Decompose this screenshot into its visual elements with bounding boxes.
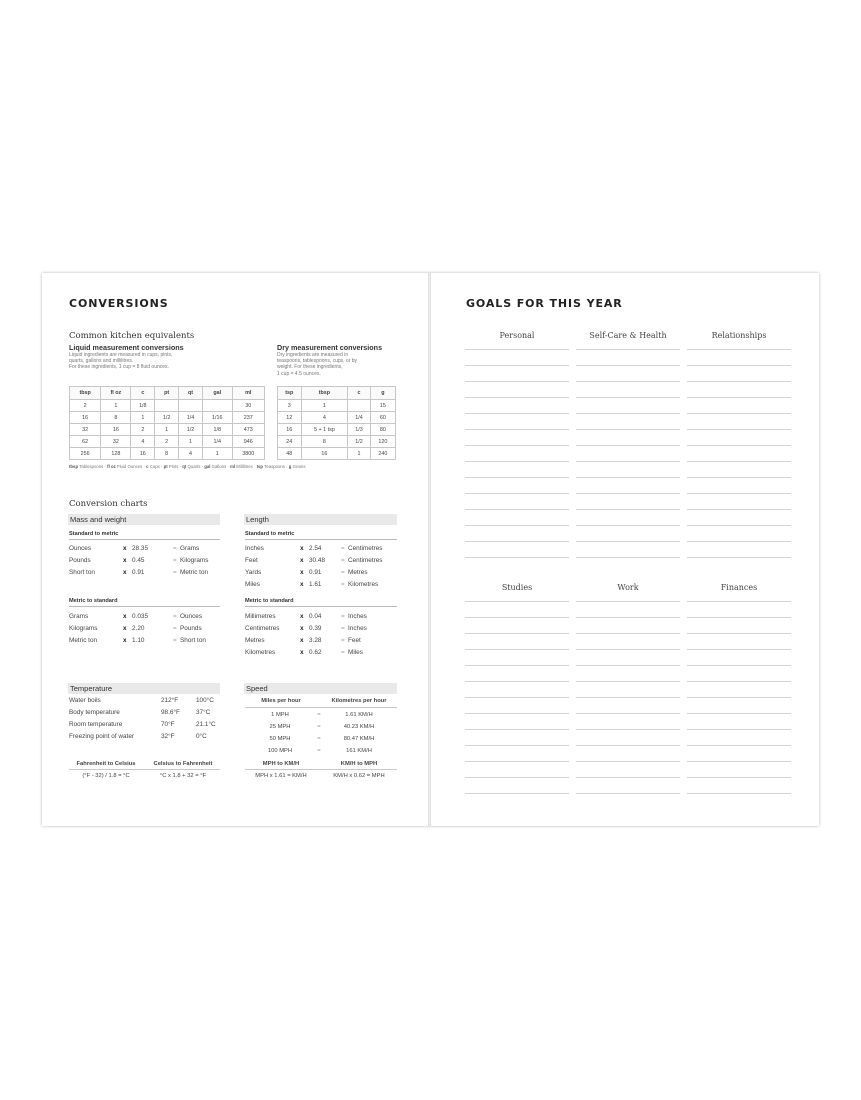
goal-line	[576, 745, 680, 746]
goal-line	[576, 649, 680, 650]
table-cell	[348, 400, 371, 412]
table-cell: 256	[70, 448, 101, 460]
temperature-row: Freezing point of water 32°F 0°C	[69, 733, 207, 740]
conversion-row: Kilometres x 0.62 = Miles	[245, 649, 363, 656]
table-row	[278, 400, 396, 412]
speed-header: Miles per hour Kilometres per hour	[261, 698, 387, 704]
speed-formulas: MPH x 1.61 = KM/H KM/H x 0.62 = MPH	[255, 773, 385, 779]
goal-line	[687, 365, 791, 366]
table-row	[70, 424, 265, 436]
table-cell: 1	[301, 400, 348, 412]
goal-line	[576, 793, 680, 794]
goal-line	[576, 429, 680, 430]
temperature-formula-labels: Fahrenheit to Celsius Celsius to Fahrenheit	[76, 761, 213, 767]
table-row	[278, 424, 396, 436]
table-cell: 16	[278, 424, 302, 436]
length-std-label: Standard to metric	[245, 531, 397, 540]
table-cell: 1	[101, 400, 131, 412]
goal-line	[687, 617, 791, 618]
table-cell: 4	[131, 436, 155, 448]
goal-line	[576, 713, 680, 714]
table-cell: 3800	[232, 448, 265, 460]
mass-weight-bar: Mass and weight	[68, 514, 220, 525]
conversion-row: Feet x 30.48 = Centimetres	[245, 557, 383, 564]
table-header-row	[278, 387, 396, 400]
table-cell: 1/2	[348, 436, 371, 448]
goal-line	[465, 381, 569, 382]
liquid-heading: Liquid measurement conversions	[69, 343, 184, 352]
table-cell: 16	[70, 412, 101, 424]
table-cell: 946	[232, 436, 265, 448]
table-cell: 2	[131, 424, 155, 436]
goal-line	[465, 509, 569, 510]
column-header: tbsp	[70, 387, 101, 400]
goal-line	[576, 445, 680, 446]
conversions-page	[42, 273, 428, 826]
goal-line	[687, 477, 791, 478]
goal-line	[687, 429, 791, 430]
goal-line	[687, 601, 791, 602]
table-row	[70, 400, 265, 412]
column-header: tsp	[278, 387, 302, 400]
table-cell: 5 + 1 tsp	[301, 424, 348, 436]
goal-line	[465, 365, 569, 366]
table-cell: 2	[70, 400, 101, 412]
goal-line	[465, 493, 569, 494]
table-cell: 32	[101, 436, 131, 448]
table-cell: 1/3	[348, 424, 371, 436]
goal-line	[576, 557, 680, 558]
goal-line	[687, 509, 791, 510]
goal-line	[576, 525, 680, 526]
goal-line	[465, 777, 569, 778]
table-cell: 15	[370, 400, 395, 412]
goal-line	[465, 397, 569, 398]
goal-line	[465, 761, 569, 762]
mass-std-label: Standard to metric	[69, 531, 220, 540]
goal-heading-studies: Studies	[501, 583, 533, 592]
column-header: pt	[155, 387, 179, 400]
table-cell	[179, 400, 203, 412]
dry-table	[277, 386, 396, 460]
goal-line	[576, 601, 680, 602]
goal-line	[687, 557, 791, 558]
goal-line	[576, 461, 680, 462]
goal-line	[465, 681, 569, 682]
table-cell: 1	[202, 448, 232, 460]
goal-line	[687, 445, 791, 446]
goal-line	[687, 793, 791, 794]
goal-line	[687, 381, 791, 382]
table-cell: 1/16	[202, 412, 232, 424]
table-cell: 60	[370, 412, 395, 424]
column-header: gal	[202, 387, 232, 400]
table-cell: 3	[278, 400, 302, 412]
table-cell: 1/4	[348, 412, 371, 424]
goal-line	[465, 745, 569, 746]
column-header: ml	[232, 387, 265, 400]
goal-line	[465, 525, 569, 526]
goal-line	[465, 429, 569, 430]
goal-line	[576, 477, 680, 478]
planner-spread	[42, 273, 819, 826]
column-header: g	[370, 387, 395, 400]
goal-line	[687, 397, 791, 398]
table-cell: 4	[179, 448, 203, 460]
speed-bar: Speed	[244, 683, 397, 694]
mass-met-label: Metric to standard	[69, 598, 220, 607]
goal-heading-work: Work	[617, 583, 639, 592]
temperature-row: Body temperature 98.6°F 37°C	[69, 709, 211, 716]
goal-heading-personal: Personal	[499, 331, 535, 340]
conversion-row: Metric ton x 1.10 = Short ton	[69, 637, 206, 644]
conversion-row: Miles x 1.61 = Kilometres	[245, 581, 379, 588]
dry-note: Dry ingredients are measured in teaspoons, tablespoons, cups, or by weight. For these ingredients, 1 cup = 4.5 ounces.	[277, 352, 358, 377]
page-title: GOALS FOR THIS YEAR	[466, 297, 623, 310]
goal-line	[576, 509, 680, 510]
table-cell	[155, 400, 179, 412]
goal-line	[687, 665, 791, 666]
conversion-row: Short ton x 0.91 = Metric ton	[69, 569, 209, 576]
conversion-row: Grams x 0.035 = Ounces	[69, 613, 203, 620]
table-cell: 1	[155, 424, 179, 436]
table-cell: 30	[232, 400, 265, 412]
table-cell: 1/2	[179, 424, 203, 436]
table-cell: 24	[278, 436, 302, 448]
goal-line	[687, 649, 791, 650]
length-bar: Length	[244, 514, 397, 525]
length-met-label: Metric to standard	[245, 598, 397, 607]
goals-page	[431, 273, 819, 826]
table-cell: 1/4	[202, 436, 232, 448]
table-cell: 4	[301, 412, 348, 424]
goal-line	[576, 541, 680, 542]
temperature-row: Room temperature 70°F 21.1°C	[69, 721, 216, 728]
table-row	[70, 436, 265, 448]
conversion-row: Inches x 2.54 = Centimetres	[245, 545, 383, 552]
goal-line	[465, 413, 569, 414]
charts-heading: Conversion charts	[69, 499, 148, 509]
goal-line	[687, 461, 791, 462]
table-cell: 2	[155, 436, 179, 448]
table-cell: 128	[101, 448, 131, 460]
goal-line	[465, 793, 569, 794]
goal-line	[576, 397, 680, 398]
divider	[245, 707, 397, 708]
table-cell: 120	[370, 436, 395, 448]
goal-line	[576, 381, 680, 382]
table-cell: 1/8	[131, 400, 155, 412]
table-cell: 16	[301, 448, 348, 460]
goal-line	[687, 761, 791, 762]
goal-line	[465, 477, 569, 478]
conversion-row: Metres x 3.28 = Feet	[245, 637, 361, 644]
goal-line	[687, 525, 791, 526]
goal-line	[576, 761, 680, 762]
goal-line	[465, 697, 569, 698]
goal-line	[687, 777, 791, 778]
table-cell: 1	[348, 448, 371, 460]
table-cell: 1/4	[179, 412, 203, 424]
table-cell: 16	[131, 448, 155, 460]
goal-line	[465, 601, 569, 602]
goal-line	[687, 697, 791, 698]
goal-line	[687, 413, 791, 414]
conversion-row: Ounces x 28.35 = Grams	[69, 545, 200, 552]
abbreviation-legend: tbsp Tablespoons · fl oz Fluid Ounces · c Cups · pt Pints · qt Quarts · gal Gallons · ml Millilitres · tsp Teaspoons · g Grams	[69, 464, 306, 469]
column-header: c	[131, 387, 155, 400]
speed-row: 1 MPH = 1.61 KM/H	[271, 712, 373, 718]
table-cell: 16	[101, 424, 131, 436]
goal-line	[576, 493, 680, 494]
goal-line	[576, 681, 680, 682]
table-cell: 1	[179, 436, 203, 448]
conversion-row: Yards x 0.91 = Metres	[245, 569, 368, 576]
goal-line	[576, 729, 680, 730]
goal-heading-relationships: Relationships	[711, 331, 767, 340]
table-cell: 12	[278, 412, 302, 424]
table-cell: 8	[155, 448, 179, 460]
table-cell	[202, 400, 232, 412]
conversion-row: Millimetres x 0.04 = Inches	[245, 613, 367, 620]
column-header: qt	[179, 387, 203, 400]
goal-line	[576, 365, 680, 366]
table-cell: 237	[232, 412, 265, 424]
column-header: fl oz	[101, 387, 131, 400]
goal-line	[687, 541, 791, 542]
table-row	[70, 412, 265, 424]
goal-line	[576, 413, 680, 414]
table-cell: 240	[370, 448, 395, 460]
goal-line	[576, 665, 680, 666]
table-cell: 62	[70, 436, 101, 448]
goal-line	[576, 633, 680, 634]
goal-line	[576, 349, 680, 350]
table-cell: 32	[70, 424, 101, 436]
kitchen-heading: Common kitchen equivalents	[69, 331, 195, 341]
column-header: tbsp	[301, 387, 348, 400]
dry-heading: Dry measurement conversions	[277, 343, 383, 352]
goal-line	[465, 445, 569, 446]
speed-row: 25 MPH = 40.23 KM/H	[269, 724, 375, 730]
goal-line	[465, 617, 569, 618]
goal-line	[465, 557, 569, 558]
temperature-formulas: (°F - 32) / 1.8 = °C °C x 1.8 + 32 = °F	[82, 773, 207, 779]
liquid-note: Liquid ingredients are measured in cups, pints, quarts, gallons and millilitres. For these ingredients, 1 cup = 8 fluid ounces.	[69, 352, 173, 371]
column-header: c	[348, 387, 371, 400]
goal-line	[687, 745, 791, 746]
goal-line	[465, 633, 569, 634]
goal-line	[687, 349, 791, 350]
goal-line	[687, 713, 791, 714]
speed-row: 100 MPH = 161 KM/H	[267, 748, 372, 754]
goal-line	[465, 665, 569, 666]
goal-line	[576, 697, 680, 698]
table-row	[278, 436, 396, 448]
speed-formula-labels: MPH to KM/H KM/H to MPH	[262, 761, 378, 767]
speed-row: 50 MPH = 80.47 KM/H	[269, 736, 375, 742]
table-row	[278, 412, 396, 424]
goal-line	[687, 681, 791, 682]
table-cell: 1/2	[155, 412, 179, 424]
table-cell: 48	[278, 448, 302, 460]
temperature-row: Water boils 212°F 100°C	[69, 697, 214, 704]
goal-line	[465, 541, 569, 542]
table-cell: 80	[370, 424, 395, 436]
goal-line	[465, 461, 569, 462]
table-cell: 8	[101, 412, 131, 424]
conversion-row: Kilograms x 2.20 = Pounds	[69, 625, 202, 632]
goal-line	[687, 493, 791, 494]
table-row	[278, 448, 396, 460]
table-cell: 473	[232, 424, 265, 436]
conversion-row: Pounds x 0.45 = Kilograms	[69, 557, 209, 564]
goal-line	[465, 349, 569, 350]
goal-line	[576, 617, 680, 618]
goal-line	[465, 729, 569, 730]
goal-line	[576, 777, 680, 778]
table-cell: 1/8	[202, 424, 232, 436]
temperature-bar: Temperature	[68, 683, 220, 694]
goal-heading-self-care: Self-Care & Health	[589, 331, 667, 340]
goal-line	[687, 729, 791, 730]
goal-heading-finances: Finances	[720, 583, 758, 592]
conversion-row: Centimetres x 0.39 = Inches	[245, 625, 367, 632]
table-row	[70, 448, 265, 460]
goal-line	[465, 649, 569, 650]
goal-line	[687, 633, 791, 634]
table-cell: 8	[301, 436, 348, 448]
goal-line	[465, 713, 569, 714]
table-cell: 1	[131, 412, 155, 424]
page-title: CONVERSIONS	[69, 297, 169, 310]
liquid-table	[69, 386, 265, 460]
table-header-row	[70, 387, 265, 400]
